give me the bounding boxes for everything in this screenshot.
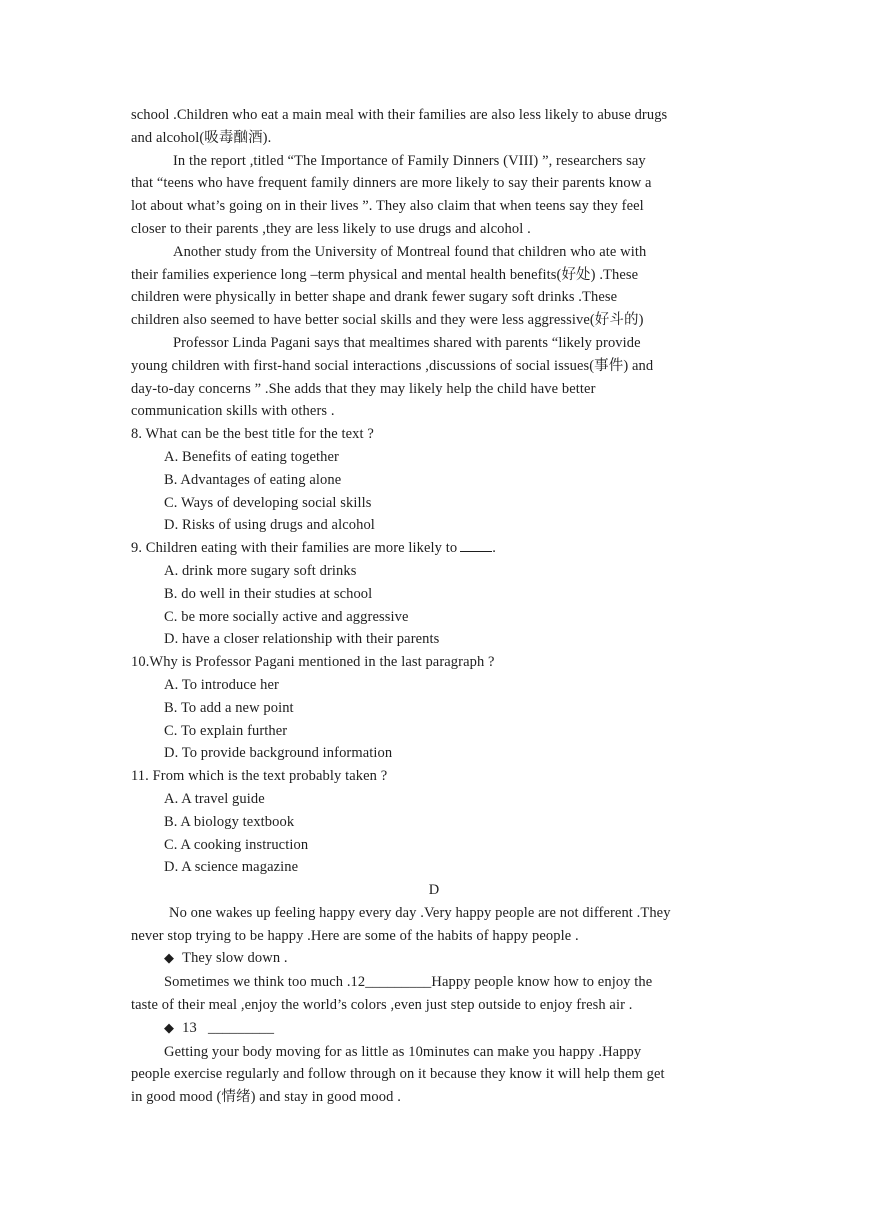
text-line: young children with first-hand social interactions ,discussions of social issues(事件) and <box>131 357 654 374</box>
paragraph-exercise <box>131 1041 737 1109</box>
option-d: D. Risks of using drugs and alcohol <box>164 517 375 534</box>
text-line: No one wakes up feeling happy every day .Very happy people are not different .They <box>169 904 671 921</box>
option-d: D. To provide background information <box>164 745 393 762</box>
habit-heading-1 <box>131 947 737 971</box>
text-line: taste of their meal ,enjoy the world’s colors ,even just step outside to enjoy fresh air . <box>131 997 633 1014</box>
text-line: school .Children who eat a main meal with their families are also less likely to abuse drugs <box>131 107 668 123</box>
habit-heading-2 <box>131 1017 737 1041</box>
option-a: A. Benefits of eating together <box>164 448 339 465</box>
option-a: A. drink more sugary soft drinks <box>164 562 357 579</box>
text-line: children were physically in better shape and drank fewer sugary soft drinks .These <box>131 289 618 306</box>
question-stem-end: . <box>492 540 496 557</box>
document-content <box>131 104 737 1109</box>
text-line: and alcohol(吸毒酗酒). <box>131 129 272 146</box>
option-b: B. Advantages of eating alone <box>164 471 342 488</box>
text-line: closer to their parents ,they are less likely to use drugs and alcohol . <box>131 220 531 237</box>
diamond-bullet-icon: ◆ <box>164 1020 175 1036</box>
question-stem: 8. What can be the best title for the text ? <box>131 426 374 443</box>
paragraph-family-meals <box>131 104 737 150</box>
habit-title: They slow down . <box>182 950 288 967</box>
text-line: Professor Linda Pagani says that mealtimes shared with parents “likely provide <box>173 334 641 351</box>
text-line: people exercise regularly and follow through on it because they know it will help them get <box>131 1066 665 1083</box>
option-b: B. A biology textbook <box>164 813 295 830</box>
option-c: C. A cooking instruction <box>164 836 309 853</box>
question-9 <box>131 537 737 651</box>
text-line: never stop trying to be happy .Here are some of the habits of happy people . <box>131 927 579 944</box>
option-d: D. have a closer relationship with their parents <box>164 631 440 648</box>
text-line: Another study from the University of Montreal found that children who ate with <box>173 243 647 260</box>
diamond-bullet-icon: ◆ <box>164 951 175 967</box>
option-b: B. To add a new point <box>164 699 294 716</box>
paragraph-montreal-study <box>131 241 737 332</box>
text-line: their families experience long –term physical and mental health benefits(好处) .These <box>131 266 639 283</box>
option-c: C. To explain further <box>164 722 288 739</box>
option-c: C. Ways of developing social skills <box>164 494 372 511</box>
question-8 <box>131 423 737 537</box>
option-c: C. be more socially active and aggressive <box>164 608 409 625</box>
option-a: A. A travel guide <box>164 790 265 807</box>
paragraph-report <box>131 150 737 241</box>
section-heading-d: D <box>428 882 440 899</box>
question-10 <box>131 651 737 765</box>
text-line: lot about what’s going on in their lives ”. They also claim that when teens say they feel <box>131 198 644 215</box>
text-line: day-to-day concerns ” .She adds that they may likely help the child have better <box>131 380 596 397</box>
question-stem: 9. Children eating with their families are more likely to <box>131 540 458 557</box>
paragraph-slow-down <box>131 971 737 1017</box>
option-b: B. do well in their studies at school <box>164 585 373 602</box>
question-stem-line <box>131 537 737 560</box>
option-a: A. To introduce her <box>164 676 279 693</box>
paragraph-professor-pagani <box>131 332 737 423</box>
question-11 <box>131 765 737 879</box>
text-line: Getting your body moving for as little as 10minutes can make you happy .Happy <box>164 1043 642 1060</box>
text-line: communication skills with others . <box>131 403 335 420</box>
text-line: that “teens who have frequent family dinners are more likely to say their parents know a <box>131 175 652 192</box>
habit-title: 13 _________ <box>182 1019 275 1036</box>
paragraph-intro-d <box>131 902 737 948</box>
text-line: in good mood (情绪) and stay in good mood . <box>131 1089 401 1106</box>
text-line: children also seemed to have better social skills and they were less aggressive(好斗的) <box>131 312 644 329</box>
text-line: In the report ,titled “The Importance of Family Dinners (VIII) ”, researchers say <box>173 152 646 169</box>
answer-blank <box>460 537 492 552</box>
option-d: D. A science magazine <box>164 859 299 876</box>
question-stem: 11. From which is the text probably taken ? <box>131 768 388 785</box>
text-line: Sometimes we think too much .12_________Happy people know how to enjoy the <box>164 974 653 991</box>
question-stem: 10.Why is Professor Pagani mentioned in the last paragraph ? <box>131 654 495 671</box>
